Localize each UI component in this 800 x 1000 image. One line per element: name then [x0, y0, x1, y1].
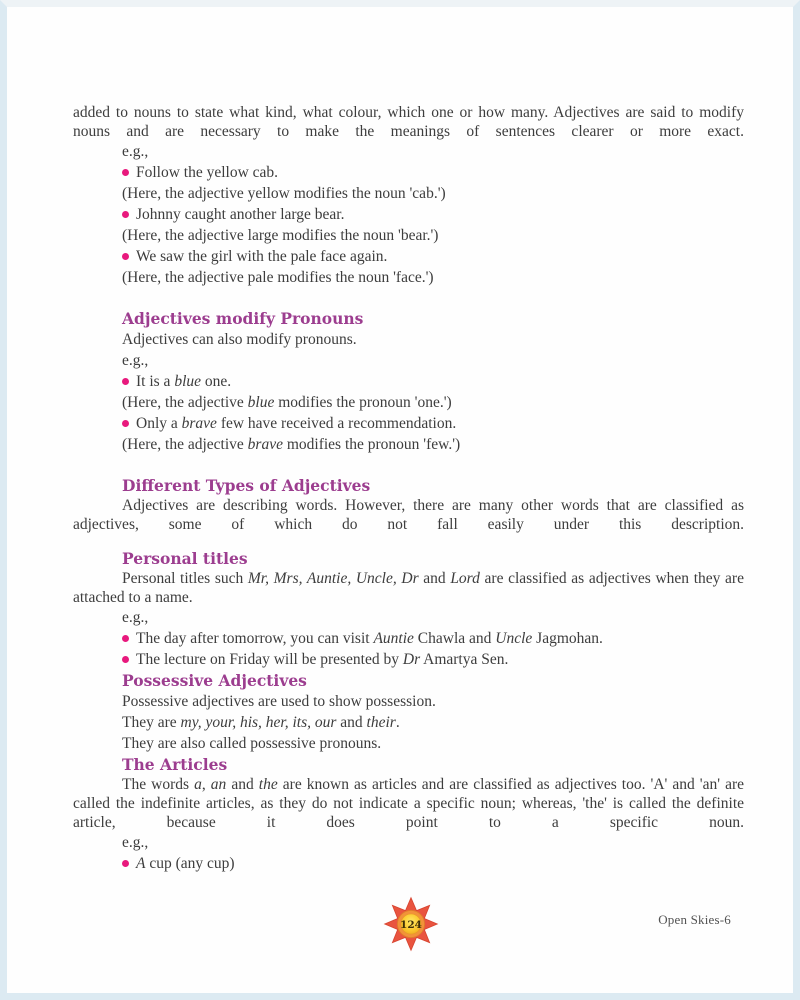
text-line: Possessive adjectives are used to show possession. — [122, 693, 436, 710]
section-heading: Different Types of Adjectives — [122, 476, 371, 495]
bullet-item: Only a brave few have received a recommendation. — [122, 413, 744, 434]
bullet-icon — [122, 635, 129, 642]
bullet-icon — [122, 860, 129, 867]
page-number: 124 — [400, 918, 422, 931]
section-heading: The Articles — [122, 755, 228, 774]
section-heading: Adjectives modify Pronouns — [122, 309, 364, 328]
bullet-icon — [122, 169, 129, 176]
text-line: They are my, your, his, her, its, our and their. — [122, 714, 400, 731]
paragraph: Adjectives are describing words. However, there are many other words that are classified as adjectives, some of which do not fall easily under this description. — [73, 497, 744, 533]
bullet-item: A cup (any cup) — [122, 853, 744, 874]
bullet-item: The lecture on Friday will be presented by Dr Amartya Sen. — [122, 649, 744, 670]
example-label: e.g., — [122, 834, 149, 851]
bullet-item: It is a blue one. — [122, 371, 744, 392]
text-line: Adjectives can also modify pronouns. — [122, 331, 357, 348]
section-heading: Personal titles — [122, 549, 248, 568]
example-label: e.g., — [122, 609, 149, 626]
bullet-icon — [122, 420, 129, 427]
bullet-icon — [122, 253, 129, 260]
page-content — [73, 103, 744, 874]
book-title: Open Skies-6 — [658, 912, 731, 927]
paragraph: added to nouns to state what kind, what colour, which one or how many. Adjectives are said to modify nouns and are necessary to make the meanings of sentences clearer or more exact. — [73, 104, 744, 140]
explanation-note: (Here, the adjective pale modifies the noun 'face.') — [122, 269, 434, 286]
paragraph: The words a, an and the are known as articles and are classified as adjectives too. 'A' and 'an' are called the indefinite articles, as they do not indicate a specific noun; whereas, 'the' is called the definite article, because it does point to a specific noun. — [73, 776, 744, 831]
example-label: e.g., — [122, 352, 149, 369]
paragraph: Personal titles such Mr, Mrs, Auntie, Uncle, Dr and Lord are classified as adjectives when they are attached to a name. — [73, 570, 744, 606]
bullet-item: Follow the yellow cab. — [122, 162, 744, 183]
bullet-item: We saw the girl with the pale face again. — [122, 246, 744, 267]
page-number-star-badge — [383, 895, 439, 953]
text-line: They are also called possessive pronouns. — [122, 735, 382, 752]
explanation-note: (Here, the adjective blue modifies the pronoun 'one.') — [122, 394, 452, 411]
bullet-item: The day after tomorrow, you can visit Auntie Chawla and Uncle Jagmohan. — [122, 628, 744, 649]
explanation-note: (Here, the adjective brave modifies the pronoun 'few.') — [122, 436, 461, 453]
bullet-icon — [122, 378, 129, 385]
section-heading: Possessive Adjectives — [122, 671, 307, 690]
explanation-note: (Here, the adjective large modifies the noun 'bear.') — [122, 227, 439, 244]
bullet-icon — [122, 211, 129, 218]
bullet-item: Johnny caught another large bear. — [122, 204, 744, 225]
explanation-note: (Here, the adjective yellow modifies the noun 'cab.') — [122, 185, 446, 202]
bullet-icon — [122, 656, 129, 663]
example-label: e.g., — [122, 143, 149, 160]
